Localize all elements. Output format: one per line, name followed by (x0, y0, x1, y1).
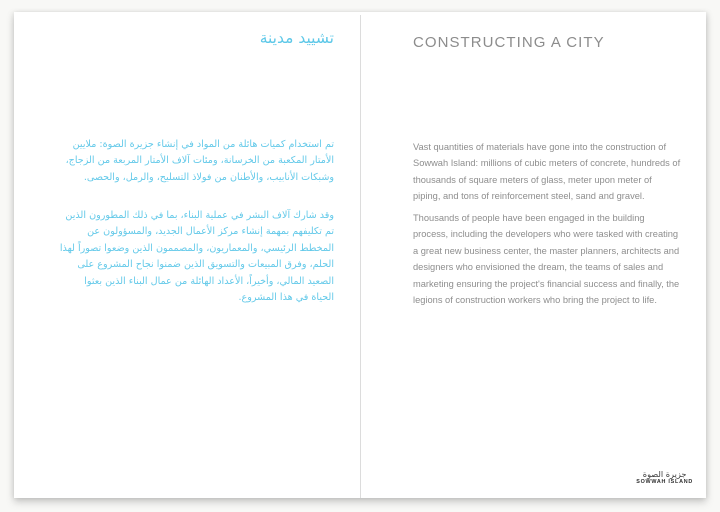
arabic-paragraph-1: تم استخدام كميات هائلة من المواد في إنشاء جزيرة الصوة: ملايين الأمتار المكعبة من الخرسانة، ومئات آلاف الأمتار المربعة من الزجاج، وشبكات الأنابيب، والأطنان من فولاذ التسليح، والرمل، والحصى. (65, 139, 334, 183)
left-page-arabic (14, 12, 360, 498)
english-paragraph-1: Vast quantities of materials have gone into the construction of Sowwah Island: millions of cubic meters of concrete, hundreds of thousands of square meters of glass, meter upon meter of piping, and tons of reinforcement steel, sand and gravel. (413, 142, 681, 202)
logo-latin-wordmark: SOWWAH ISLAND (636, 478, 693, 485)
logo-arabic-wordmark: جزيرة الصوة (642, 469, 687, 480)
arabic-page-title: تشييد مدينة (259, 29, 334, 47)
english-page-title: CONSTRUCTING A CITY (413, 34, 605, 51)
english-paragraph-2: Thousands of people have been engaged in the building process, including the developers who were tasked with creating a great new business center, the master planners, architects and designers who envisioned the dream, the teams of sales and marketing ensuring the project's financial success and finally, the legions of construction workers who bring the project to life. (413, 213, 680, 306)
right-page-english (361, 12, 706, 498)
sowwah-island-logo (636, 470, 693, 485)
arabic-paragraph-2: وقد شارك آلاف البشر في عملية البناء، بما في ذلك المطورون الذين تم تكليفهم بمهمة إنشاء مركز الأعمال الجديد، والمسؤولون عن المخطط الرئيسي، والمعماريون، والمصممون الذين وضعوا تصوراً لهذا الحلم، وفرق المبيعات والتسويق الذين ضمنوا نجاح المشروع على الصعيد المالي، وأخيراً، الأعداد الهائلة من عمال البناء الذين بعثوا الحياة في هذا المشروع. (59, 210, 334, 304)
page-spread (14, 12, 706, 498)
